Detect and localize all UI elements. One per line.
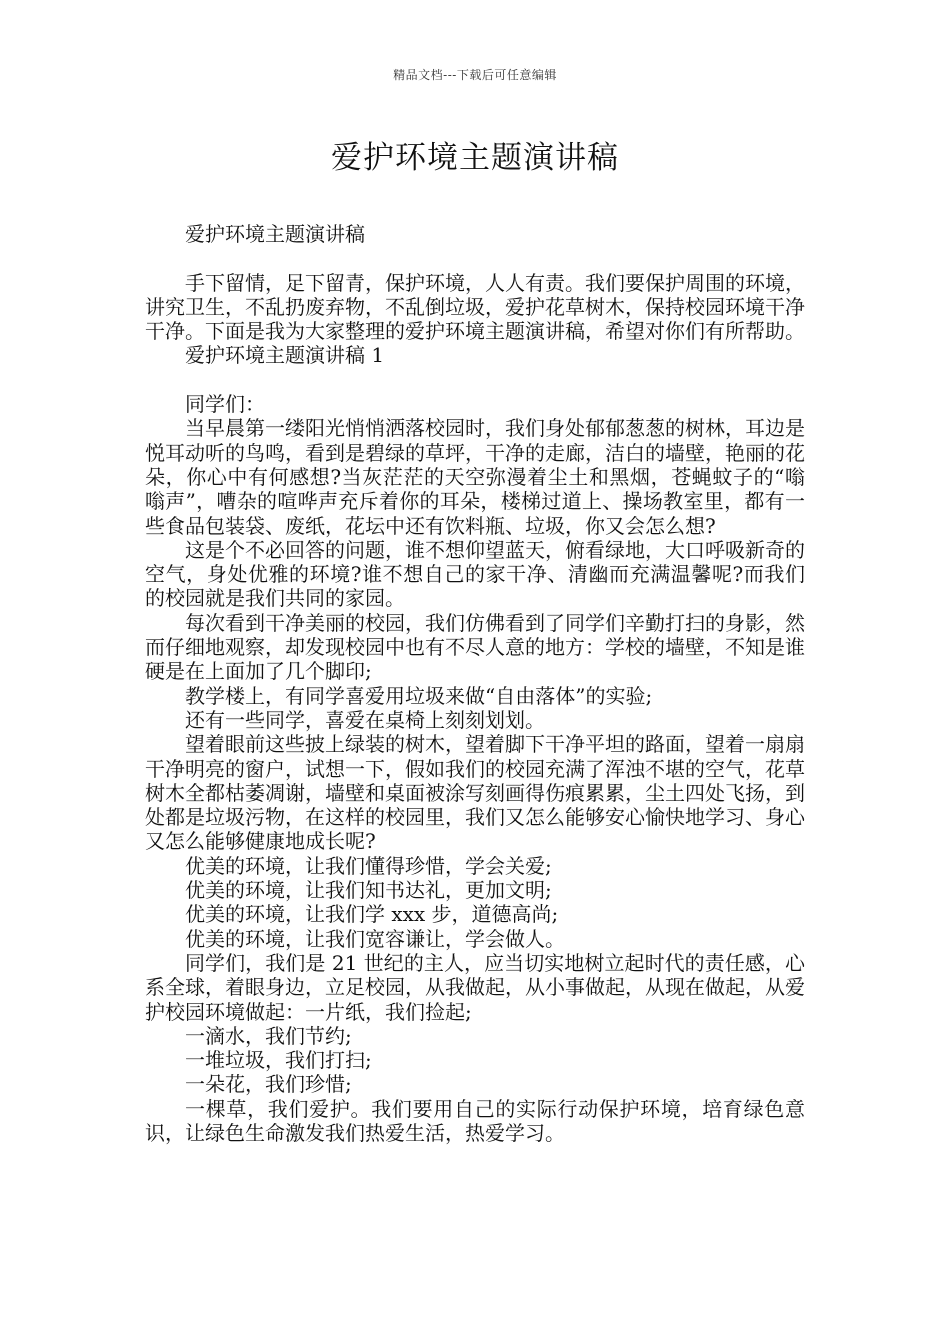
paragraph-greeting: 同学们： — [185, 392, 265, 417]
paragraph: 一棵草，我们爱护。我们要用自己的实际行动保护环境，培育绿色意识，让绿色生命激发我们热爱生活，热爱学习。 — [145, 1096, 805, 1145]
document-body — [145, 222, 805, 1145]
paragraph: 一朵花，我们珍惜; — [185, 1072, 352, 1097]
paragraph: 望着眼前这些披上绿装的树木，望着脚下干净平坦的路面，望着一扇扇干净明亮的窗户，试想一下，假如我们的校园充满了浑浊不堪的空气，花草树木全都枯萎凋谢，墙壁和桌面被涂写刻画得伤痕累累，尘土四处飞扬，到处都是垃圾污物，在这样的校园里，我们又怎么能够安心愉快地学习、身心又怎么能够健康地成长呢? — [145, 732, 805, 854]
paragraph: 还有一些同学，喜爱在桌椅上刻刻划划。 — [185, 707, 545, 732]
paragraph: 这是个不必回答的问题，谁不想仰望蓝天，俯看绿地，大口呼吸新奇的空气，身处优雅的环境?谁不想自己的家干净、清幽而充满温馨呢?而我们的校园就是我们共同的家园。 — [145, 537, 805, 611]
paragraph: 每次看到干净美丽的校园，我们仿佛看到了同学们辛勤打扫的身影，然而仔细地观察，却发现校园中也有不尽人意的地方：学校的墙壁，不知是谁硬是在上面加了几个脚印; — [145, 610, 805, 684]
header-note: 精品文档---下载后可任意编辑 — [393, 68, 557, 82]
paragraph: 教学楼上，有同学喜爱用垃圾来做“自由落体”的实验; — [185, 683, 653, 708]
paragraph: 当早晨第一缕阳光悄悄洒落校园时，我们身处郁郁葱葱的树林，耳边是悦耳动听的鸟鸣，看到是碧绿的草坪，干净的走廊，洁白的墙壁，艳丽的花朵，你心中有何感想?当灰茫茫的天空弥漫着尘土和黑烟，苍蝇蚊子的“嗡嗡声”，嘈杂的喧哗声充斥着你的耳朵，楼梯过道上、操场教室里，都有一些食品包装袋、废纸，花坛中还有饮料瓶、垃圾，你又会怎么想? — [145, 416, 805, 538]
document-title: 爱护环境主题演讲稿 — [331, 140, 619, 176]
paragraph: 同学们，我们是 21 世纪的主人，应当切实地树立起时代的责任感，心系全球，着眼身边，立足校园，从我做起，从小事做起，从现在做起，从爱护校园环境做起：一片纸，我们捡起; — [145, 950, 805, 1024]
paragraph: 一堆垃圾，我们打扫; — [185, 1048, 372, 1073]
paragraph: 优美的环境，让我们宽容谦让，学会做人。 — [185, 926, 565, 951]
paragraph: 优美的环境，让我们知书达礼，更加文明; — [185, 878, 552, 903]
paragraph-intro: 手下留情，足下留青，保护环境，人人有责。我们要保护周围的环境，讲究卫生，不乱扔废弃物，不乱倒垃圾，爱护花草树木，保持校园环境干净干净。下面是我为大家整理的爱护环境主题演讲稿，希望对你们有所帮助。 — [145, 270, 805, 344]
paragraph: 优美的环境，让我们学 xxx 步，道德高尚; — [185, 902, 559, 927]
paragraph: 一滴水，我们节约; — [185, 1023, 352, 1048]
paragraph-subtitle: 爱护环境主题演讲稿 — [185, 222, 365, 246]
paragraph-section-heading: 爱护环境主题演讲稿 1 — [185, 343, 385, 368]
paragraph: 优美的环境，让我们懂得珍惜，学会关爱; — [185, 853, 552, 878]
